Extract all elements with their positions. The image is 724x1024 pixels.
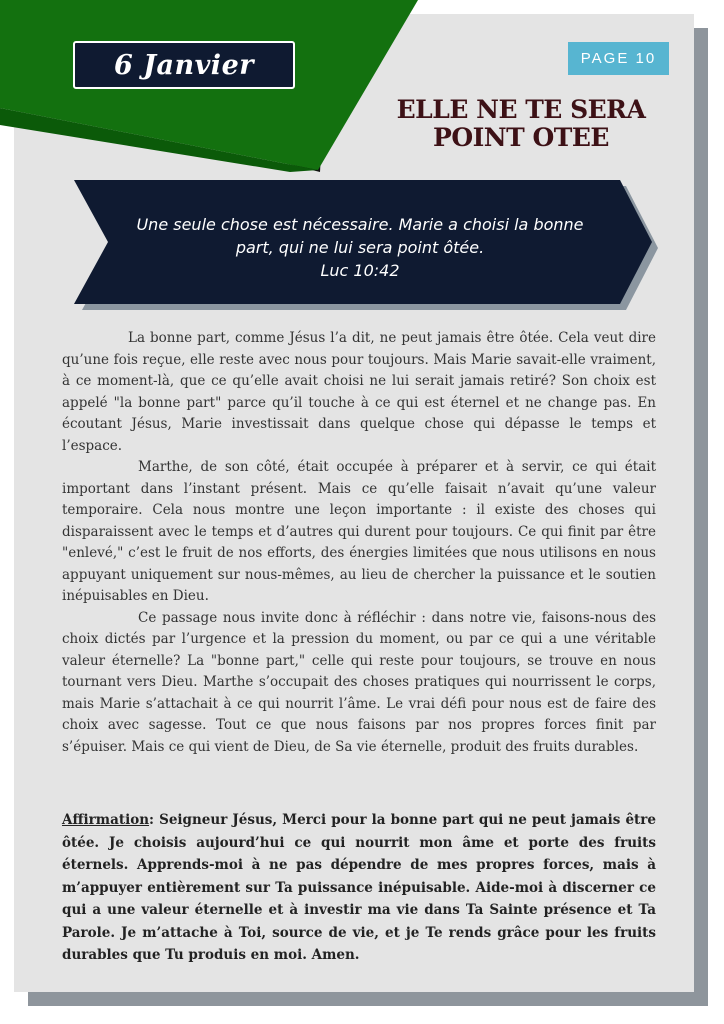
affirmation <box>62 809 656 967</box>
page-number-badge: PAGE 10 <box>568 42 669 75</box>
affirmation-label: Affirmation <box>62 812 150 828</box>
page-title <box>390 96 652 152</box>
verse-reference: Luc 10:42 <box>320 261 400 280</box>
paragraph-1: La bonne part, comme Jésus l’a dit, ne peut jamais être ôtée. Cela veut dire qu’une fois reçue, elle reste avec nous pour toujours. Mais Marie savait-elle vraiment, à ce moment-là, que ce qu’elle avait choisi ne lui serait jamais retiré? Son choix est appelé "la bonne part" parce qu’il touche à ce qui est éternel et ne change pas. En écoutant Jésus, Marie investissait dans quelque chose qui dépasse le temps et l’espace. <box>62 330 656 454</box>
bible-verse <box>118 213 602 282</box>
paragraph-2: Marthe, de son côté, était occupée à préparer et à servir, ce qui était important dans l’instant présent. Mais ce qu’elle faisait n’avait qu’une valeur temporaire. Cela nous montre une leçon importante : il existe des choses qui disparaissent avec le temps et d’autres qui durent pour toujours. Ce qui finit par être "enlevé," c’est le fruit de nos efforts, des énergies limitées que nous utilisons en nous appuyant uniquement sur nous-mêmes, au lieu de chercher la puissance et le soutien inépuisables en Dieu. <box>62 459 656 604</box>
verse-line-2: part, qui ne lui sera point ôtée. <box>235 238 485 257</box>
devotional-body <box>62 328 656 758</box>
affirmation-text: : Seigneur Jésus, Merci pour la bonne part qui ne peut jamais être ôtée. Je choisis aujourd’hui ce qui nourrit mon âme et porte des fruits éternels. Apprends-moi à ne pas dépendre de mes propres forces, mais à m’appuyer entièrement sur Ta puissance inépuisable. Aide-moi à discerner ce qui a une valeur éternelle et à investir ma vie dans Ta Sainte présence et Ta Parole. Je m’attache à Toi, source de vie, et je Te rends grâce pour les fruits durables que Tu produis en moi. Amen. <box>62 812 656 963</box>
paragraph-3: Ce passage nous invite donc à réfléchir : dans notre vie, faisons-nous des choix dictés par l’urgence et la pression du moment, ou par ce qui a une véritable valeur éternelle? La "bonne part," celle qui reste pour toujours, se trouve en nous tournant vers Dieu. Marthe s’occupait des choses pratiques qui nourrissent le corps, mais Marie s’attachait à ce qui nourrit l’âme. Le vrai défi pour nous est de faire des choix avec sagesse. Tout ce que nous faisons par nos propres forces finit par s’épuiser. Mais ce qui vient de Dieu, de Sa vie éternelle, produit des fruits durables. <box>62 609 656 755</box>
date-label: 6 Janvier <box>73 41 295 89</box>
title-line-2: POINT OTEE <box>433 123 609 152</box>
verse-line-1: Une seule chose est nécessaire. Marie a choisi la bonne <box>136 215 584 234</box>
title-line-1: ELLE NE TE SERA <box>396 95 646 124</box>
